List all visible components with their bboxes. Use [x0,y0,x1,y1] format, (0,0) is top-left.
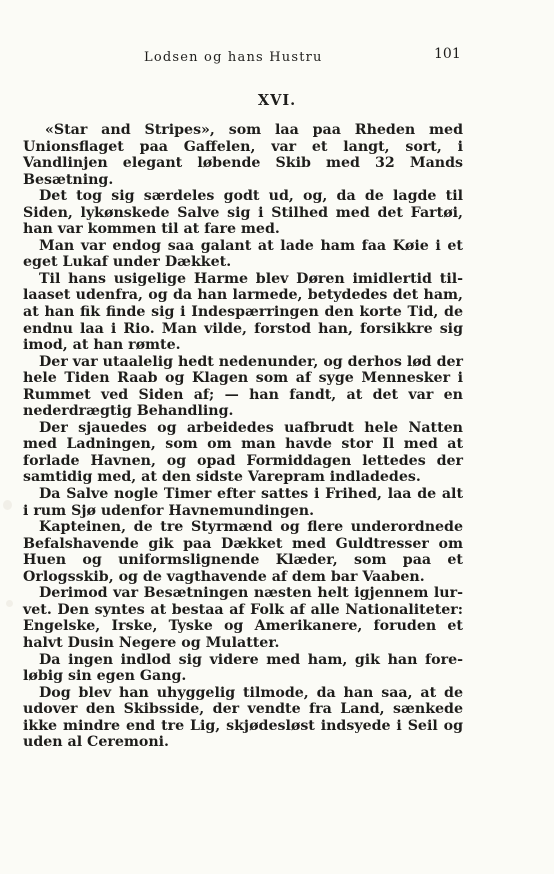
paragraph: Kapteinen, de tre Styrmænd og flere underordnede Befalshavende gik paa Dækket med Guldtresser om Huen og uniformslignende Klæder, som paa et Orlogsskib, og de vagthavende af dem bar Vaaben. [23,519,463,585]
paper-spot [6,600,13,607]
page-number: 101 [434,46,461,62]
body-text [23,122,463,751]
paragraph: Da Salve nogle Timer efter sattes i Frihed, laa de alt i rum Sjø udenfor Havnemundingen. [23,486,463,519]
paragraph: Derimod var Besætningen næsten helt igjennem lurvet. Den syntes at bestaa af Folk af alle Nationaliteter: Engelske, Irske, Tyske og Amerikanere, foruden et halvt Dusin Negere og Mulatter. [23,585,463,651]
paragraph: Man var endog saa galant at lade ham faa Køie i et eget Lukaf under Dækket. [23,237,463,271]
running-header [26,40,460,68]
paragraph: Da ingen indlod sig videre med ham, gik han foreløbig sin egen Gang. [23,651,463,685]
paragraph: Der var utaalelig hedt nedenunder, og derhos lød der hele Tiden Raab og Klagen som af syge Mennesker i Rummet ved Siden af; — han fandt, at det var en nederdrægtig Behandling. [23,353,463,420]
paragraph: Dog blev han uhyggelig tilmode, da han saa, at de udover den Skibsside, der vendte fra Land, sænkede ikke mindre end tre Lig, skjødesløst indsyede i Seil og uden al Ceremoni. [23,684,463,751]
paragraph: Til hans usigelige Harme blev Døren imidlertid tillaaset udenfra, og da han larmede, betydedes det ham, at han fik finde sig i Indespærringen den korte Tid, de endnu laa i Rio. Man vilde, forstod han, forsikkre sig imod, at han rømte. [23,270,463,354]
running-title: Lodsen og hans Hustru [144,50,323,65]
paragraph: «Star and Stripes», som laa paa Rheden med Unionsflaget paa Gaffelen, var et langt, sort, i Vandlinjen elegant løbende Skib med 32 Mands Besætning. [23,122,463,188]
paragraph: Der sjauedes og arbeidedes uafbrudt hele Natten med Ladningen, som om man havde stor Il med at forlade Havnen, og opad Formiddagen lettedes der samtidig med, at den sidste Varepram indladedes. [23,419,463,486]
chapter-heading: XVI. [257,92,297,109]
paper-spot [3,500,12,510]
paragraph: Det tog sig særdeles godt ud, og, da de lagde til Siden, lykønskede Salve sig i Stilhed med det Fartøi, han var kommen til at fare med. [23,188,463,238]
